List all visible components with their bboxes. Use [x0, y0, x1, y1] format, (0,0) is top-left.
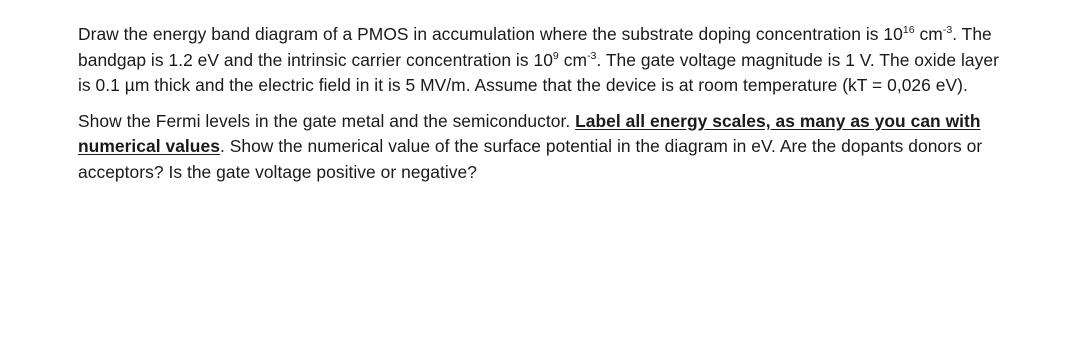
p1-text-2: cm	[914, 24, 943, 44]
p1-text-1: Draw the energy band diagram of a PMOS in accumulation where the substrate doping concentration is	[78, 24, 884, 44]
intrinsic-concentration-base: 10	[533, 49, 553, 70]
p1-text-5: . The gate voltage magnitude is 1 V. The oxide layer is 0.1 µm thick and the electric field in it is 5 MV/m. Assume that the device is at room temperature (kT = 0,026 eV).	[78, 49, 999, 96]
paragraph-1	[78, 22, 1008, 99]
emphasized-instruction: Label all energy scales, as many as you can with numerical values	[78, 110, 981, 157]
p1-text-4: cm	[558, 49, 587, 70]
p2-text-1: Show the Fermi levels in the gate metal and the semiconductor.	[78, 110, 576, 131]
p1-text-3: . The bandgap is 1.2 eV and the intrinsic carrier concentration is	[78, 24, 992, 70]
problem-statement	[78, 22, 1008, 186]
unit-exponent-2: -3	[586, 49, 597, 62]
p2-text-2: . Show the numerical value of the surface potential in the diagram in eV. Are the dopants donors or acceptors? Is the gate voltage positive or negative?	[78, 136, 983, 182]
doping-concentration-exponent: 16	[902, 24, 915, 36]
doping-concentration-base: 10	[883, 24, 903, 44]
intrinsic-concentration-exponent: 9	[552, 49, 559, 62]
unit-exponent-1: -3	[942, 24, 953, 36]
paragraph-2	[78, 109, 1008, 186]
